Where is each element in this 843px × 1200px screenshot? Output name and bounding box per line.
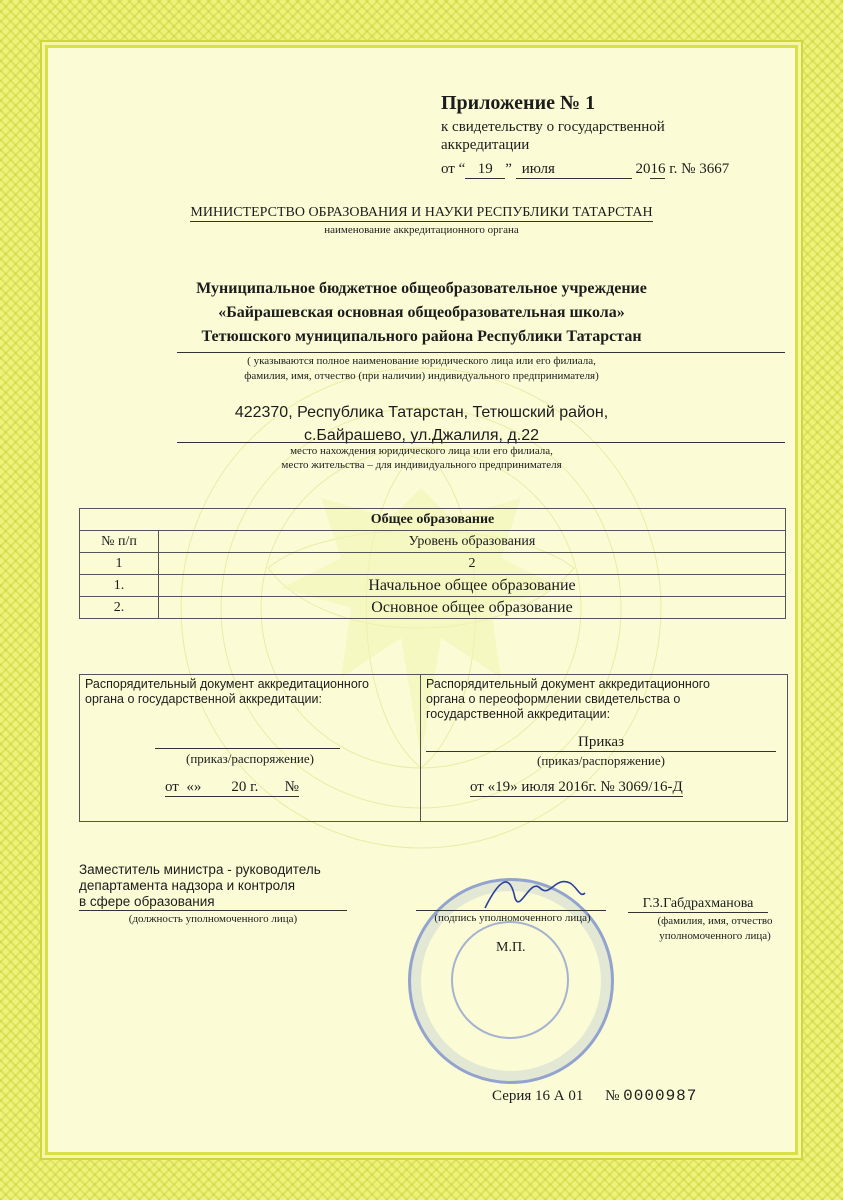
right-doc-value: Приказ xyxy=(426,734,776,752)
signatory-position-line2: департамента надзора и контроля xyxy=(79,878,296,893)
signature-caption: (подпись уполномоченного лица) xyxy=(434,912,591,924)
column-index-2: 2 xyxy=(159,553,786,575)
school-name-line1: Муниципальное бюджетное общеобразовательное учреждение xyxy=(196,280,647,297)
school-underline xyxy=(177,352,785,353)
table-row xyxy=(80,575,786,597)
column-header-number: № п/п xyxy=(80,531,159,553)
name-caption-line2: уполномоченного лица) xyxy=(659,930,771,942)
address xyxy=(80,401,763,447)
column-header-level: Уровень образования xyxy=(159,531,786,553)
ministry-caption: наименование аккредитационного органа xyxy=(324,224,519,236)
row-level: Начальное общее образование xyxy=(159,575,786,597)
appendix-subtitle-line1: к свидетельству о государственной xyxy=(441,119,665,135)
documents-box xyxy=(79,674,788,822)
seal-mark: М.П. xyxy=(496,940,526,955)
signature-line xyxy=(416,910,606,911)
documents-divider xyxy=(420,675,421,821)
school-caption xyxy=(80,354,763,384)
school-caption-line2: фамилия, имя, отчество (при наличии) индивидуального предпринимателя) xyxy=(244,370,599,382)
position-caption: (должность уполномоченного лица) xyxy=(128,913,298,925)
number-label: г. № xyxy=(669,161,696,177)
ministry-name-text: МИНИСТЕРСТВО ОБРАЗОВАНИЯ И НАУКИ РЕСПУБЛИКИ ТАТАРСТАН xyxy=(190,205,653,220)
row-number: 1. xyxy=(80,575,159,597)
education-table-title: Общее образование xyxy=(80,509,786,531)
signatory-position-line3: в сфере образования xyxy=(79,894,347,911)
signatory-position-line1: Заместитель министра - руководитель xyxy=(79,862,321,877)
education-table xyxy=(79,508,786,619)
name-caption xyxy=(635,914,795,944)
date-year-prefix: 20 xyxy=(635,161,651,177)
row-level: Основное общее образование xyxy=(159,597,786,619)
address-line2: с.Байрашево, ул.Джалиля, д.22 xyxy=(303,427,540,444)
address-caption xyxy=(80,444,763,472)
left-doc-blank-line xyxy=(155,748,340,749)
right-doc-title xyxy=(426,677,710,722)
address-underline xyxy=(177,442,785,443)
column-index-1: 1 xyxy=(80,553,159,575)
address-caption-line2: место жительства – для индивидуального предпринимателя xyxy=(281,459,562,471)
address-line1: 422370, Республика Татарстан, Тетюшский район, xyxy=(234,404,609,421)
right-doc-title-line2: органа о переоформлении свидетельства о xyxy=(426,692,681,706)
row-number: 2. xyxy=(80,597,159,619)
left-doc-title-line2: органа о государственной аккредитации: xyxy=(85,692,322,706)
school-name-line2: «Байрашевская основная общеобразовательная школа» xyxy=(218,304,625,321)
table-row xyxy=(80,597,786,619)
appendix-title: Приложение № 1 xyxy=(441,92,596,114)
date-year-suffix: 16 xyxy=(650,161,666,177)
serial-number-sign: № xyxy=(605,1088,620,1104)
appendix-date-line xyxy=(441,161,729,179)
date-day-close: ” xyxy=(505,161,512,177)
series-label: Серия 16 А 01 xyxy=(492,1088,584,1104)
certificate-serial xyxy=(492,1087,697,1105)
right-doc-caption: (приказ/распоряжение) xyxy=(537,753,665,768)
left-doc-date: от «» 20 г. № xyxy=(165,779,299,795)
right-doc-date: от «19» июля 2016г. № 3069/16-Д xyxy=(470,779,683,795)
appendix-subtitle-line2: аккредитации xyxy=(441,137,530,153)
address-caption-line1: место нахождения юридического лица или его филиала, xyxy=(290,445,553,457)
left-doc-title-line1: Распорядительный документ аккредитационного xyxy=(85,677,370,691)
appendix-number: 3667 xyxy=(699,161,730,177)
left-doc-caption: (приказ/распоряжение) xyxy=(186,751,314,766)
appendix-subtitle xyxy=(441,118,665,154)
date-month: июля xyxy=(516,161,632,179)
school-caption-line1: ( указываются полное наименование юридического лица или его филиала, xyxy=(247,355,596,367)
school-name xyxy=(80,277,763,349)
left-doc-title xyxy=(85,677,369,707)
right-doc-title-line1: Распорядительный документ аккредитационного xyxy=(426,677,711,691)
signatory-name: Г.З.Габдрахманова xyxy=(628,896,768,913)
ministry-name xyxy=(80,205,763,222)
school-name-line3: Тетюшского муниципального района Республики Татарстан xyxy=(201,328,642,345)
name-caption-line1: (фамилия, имя, отчество xyxy=(657,915,773,927)
right-doc-title-line3: государственной аккредитации: xyxy=(426,707,611,721)
signatory-position xyxy=(79,862,347,911)
serial-number: 0000987 xyxy=(623,1087,698,1105)
date-day: 19 xyxy=(465,161,505,179)
date-prefix: от “ xyxy=(441,161,466,177)
